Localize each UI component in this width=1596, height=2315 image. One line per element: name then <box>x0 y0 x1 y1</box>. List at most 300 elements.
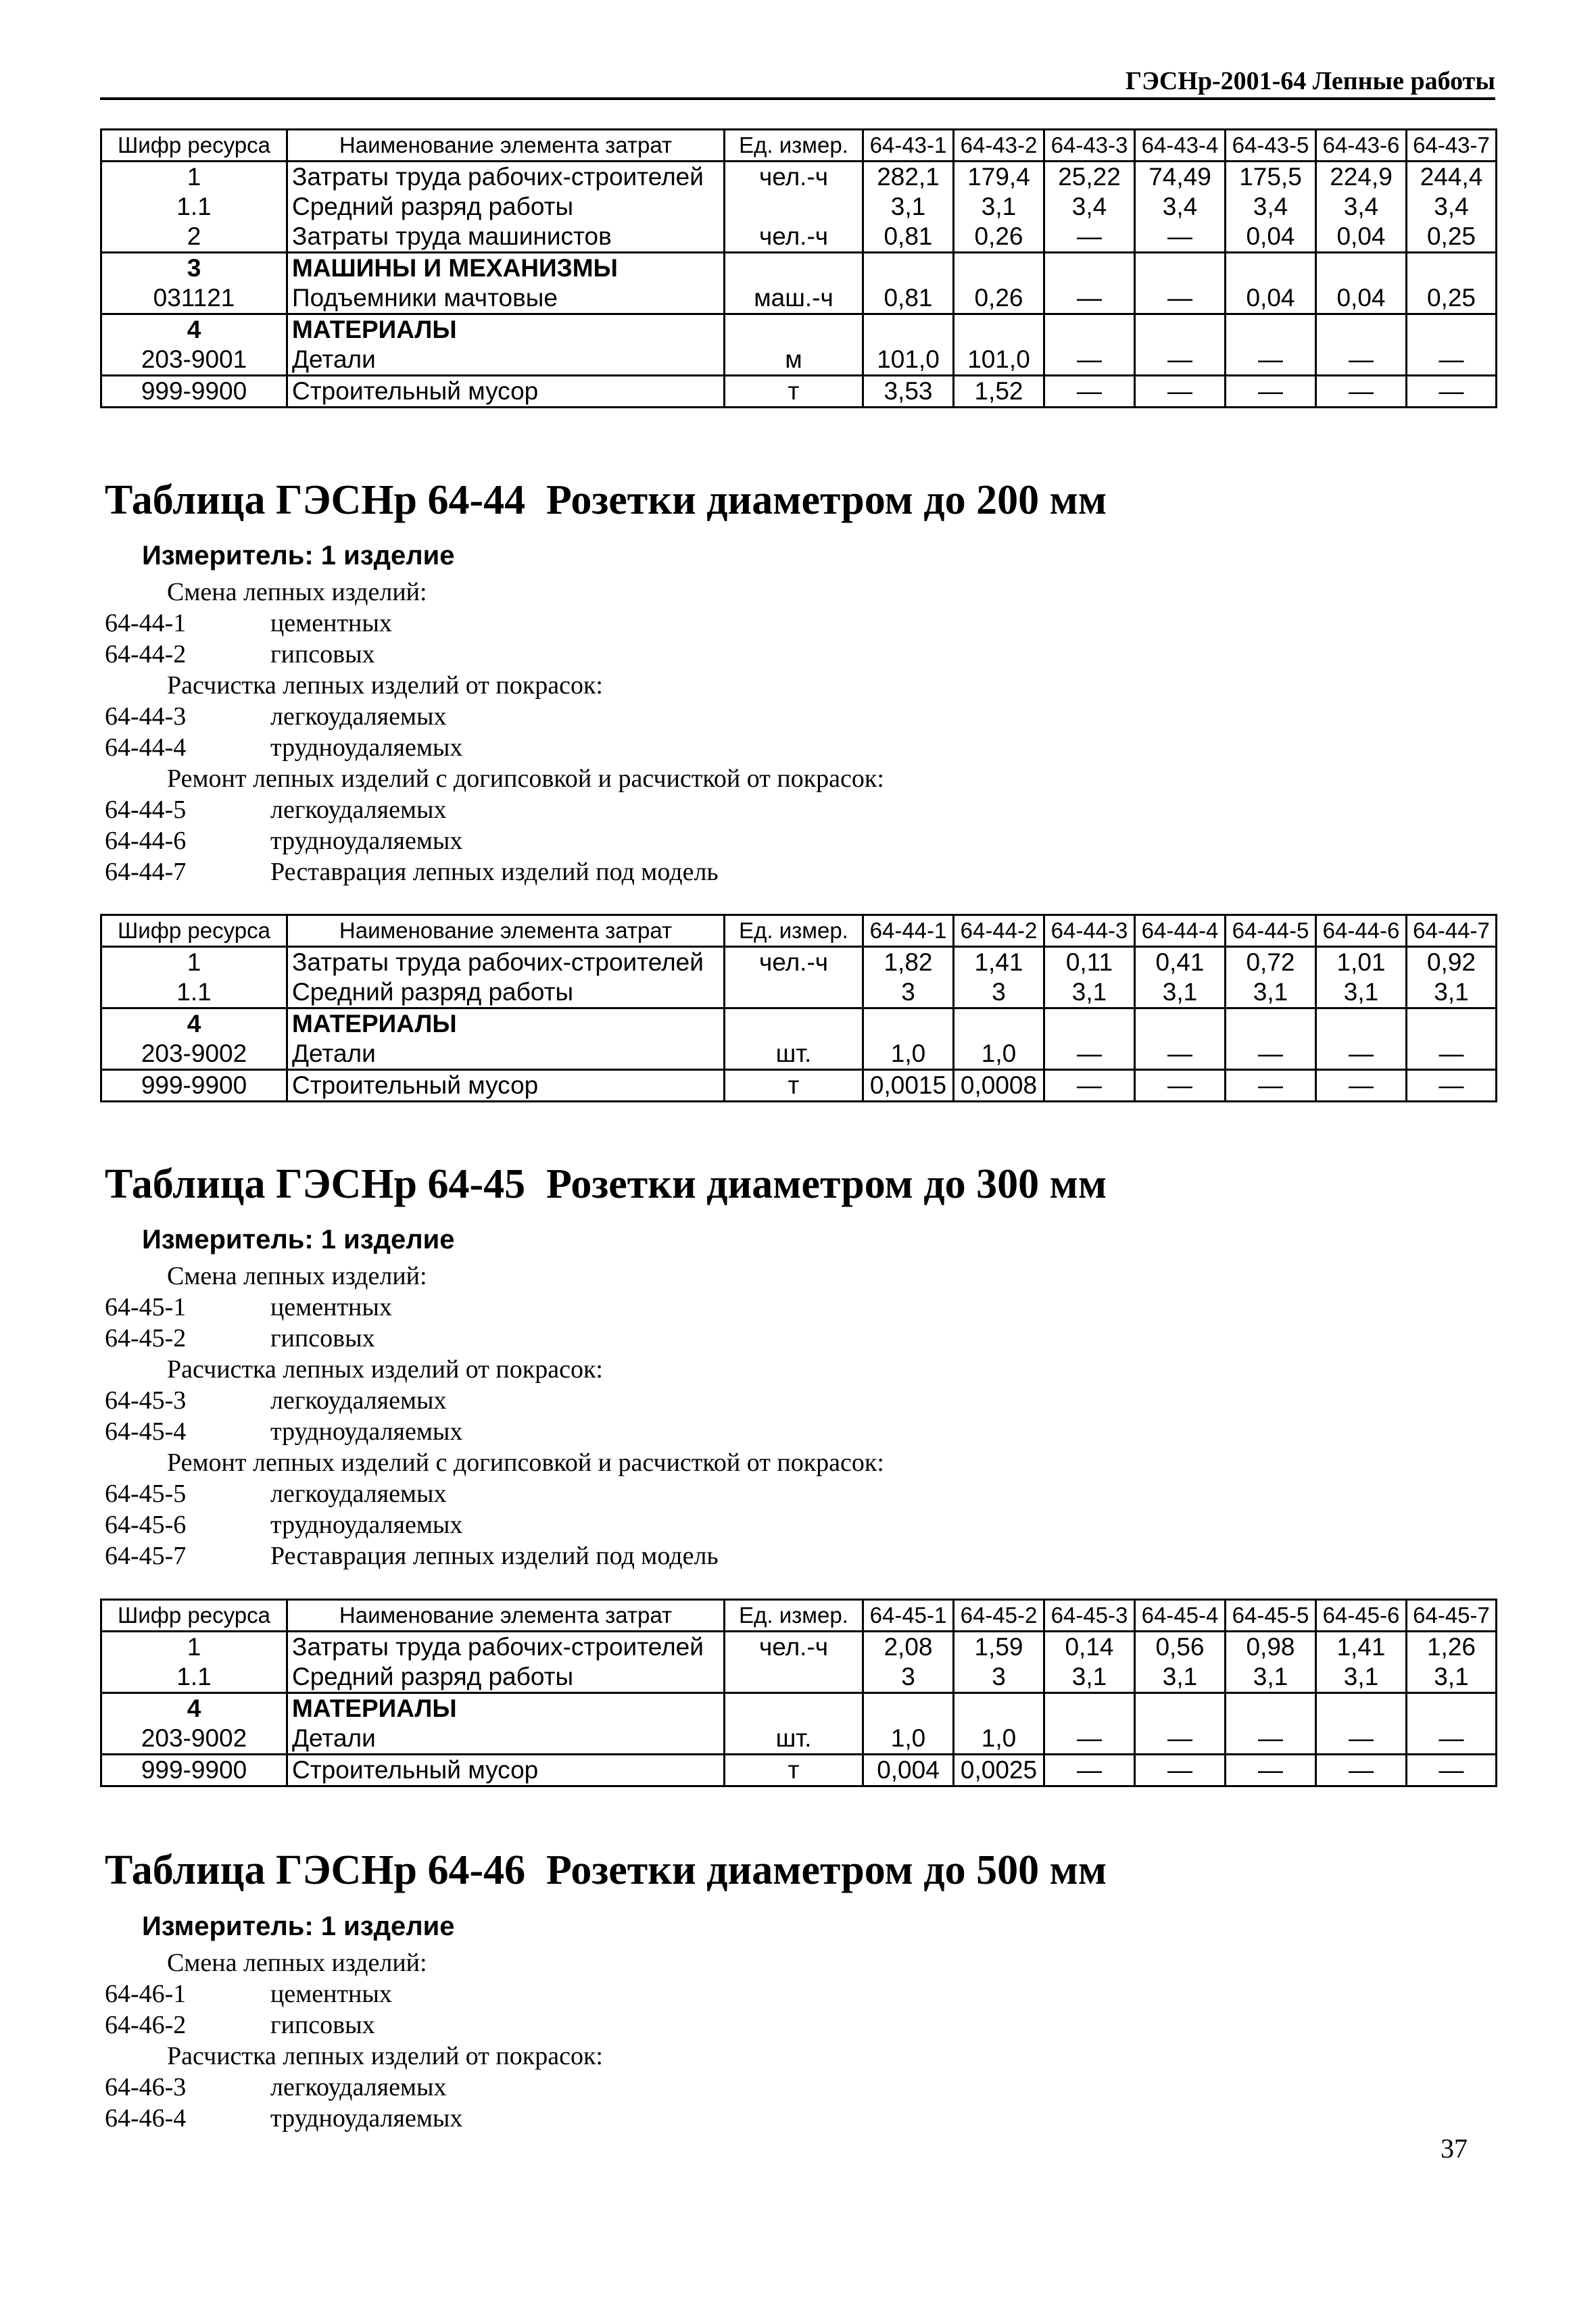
row-unit <box>725 253 863 284</box>
cell-value: — <box>1316 1070 1407 1102</box>
cell-value <box>1135 1008 1226 1040</box>
table-row <box>101 947 1497 978</box>
group-heading: Расчистка лепных изделий от покрасок: <box>167 2042 603 2070</box>
cell-value: 3,1 <box>1226 977 1316 1008</box>
row-name: Строительный мусор <box>287 1755 725 1786</box>
row-unit <box>725 1008 863 1040</box>
cell-value: — <box>1044 1755 1135 1786</box>
cell-value: 175,5 <box>1226 162 1316 193</box>
cell-value: 0,25 <box>1407 222 1497 253</box>
row-name: Строительный мусор <box>287 376 725 408</box>
item-text: цементных <box>270 1980 392 2008</box>
cell-value: 0,04 <box>1226 283 1316 314</box>
cell-value: — <box>1316 1724 1407 1755</box>
cell-value: 3,4 <box>1226 192 1316 222</box>
cell-value: 0,56 <box>1135 1632 1226 1663</box>
cell-value: 0,25 <box>1407 283 1497 314</box>
row-code: 031121 <box>101 283 287 314</box>
cell-value: 1,41 <box>1316 1632 1407 1663</box>
group-heading: Ремонт лепных изделий с догипсовкой и расчисткой от покрасок: <box>167 1448 884 1477</box>
col-name-header: Наименование элемента затрат <box>287 915 725 947</box>
row-unit <box>725 977 863 1008</box>
meter-label: Измеритель: 1 изделие <box>142 1225 455 1254</box>
cell-value: 224,9 <box>1316 162 1407 193</box>
cell-value: — <box>1044 376 1135 408</box>
cell-value <box>1044 1693 1135 1724</box>
header-title: ГЭСНр-2001-64 Лепные работы <box>1125 67 1495 95</box>
cell-value: — <box>1316 376 1407 408</box>
row-unit: шт. <box>725 1724 863 1755</box>
row-name: Затраты труда рабочих-строителей <box>287 162 725 193</box>
item-code: 64-45-7 <box>105 1542 187 1570</box>
col-header: 64-45-4 <box>1135 1600 1226 1632</box>
cell-value: 3,1 <box>1316 977 1407 1008</box>
cell-value <box>863 253 954 284</box>
cell-value: 3,1 <box>1044 1662 1135 1693</box>
col-header: 64-43-4 <box>1135 130 1226 162</box>
col-code-header: Шифр ресурса <box>101 130 287 162</box>
row-code: 1.1 <box>101 192 287 222</box>
section-title <box>105 477 1107 525</box>
cell-value <box>863 1693 954 1724</box>
meter-label: Измеритель: 1 изделие <box>142 541 455 570</box>
cell-value: 3 <box>863 1662 954 1693</box>
row-name: Строительный мусор <box>287 1070 725 1102</box>
item-text: легкоудаляемых <box>270 2073 447 2101</box>
row-unit: чел.-ч <box>725 1632 863 1663</box>
cell-value: 1,0 <box>954 1039 1044 1070</box>
row-name: МАТЕРИАЛЫ <box>287 1693 725 1724</box>
cell-value: — <box>1135 1724 1226 1755</box>
list-item <box>105 1416 884 1447</box>
item-code: 64-44-6 <box>105 827 187 855</box>
cell-value: 3 <box>954 1662 1044 1693</box>
table-row <box>101 162 1497 193</box>
meter-label: Измеритель: 1 изделие <box>142 1911 455 1941</box>
resource-table-64-44 <box>100 914 1497 1102</box>
cell-value: — <box>1226 376 1316 408</box>
item-code: 64-44-2 <box>105 640 187 668</box>
row-name: МАШИНЫ И МЕХАНИЗМЫ <box>287 253 725 284</box>
row-unit: т <box>725 376 863 408</box>
col-header: 64-44-1 <box>863 915 954 947</box>
cell-value: 3,4 <box>1135 192 1226 222</box>
row-unit: чел.-ч <box>725 947 863 978</box>
list-item <box>105 732 884 763</box>
row-code: 203-9001 <box>101 345 287 376</box>
cell-value: — <box>1135 1039 1226 1070</box>
table-title: Розетки диаметром до 500 мм <box>546 1847 1107 1893</box>
row-name: МАТЕРИАЛЫ <box>287 1008 725 1040</box>
work-description <box>105 1261 884 1571</box>
cell-value: 1,26 <box>1407 1632 1497 1663</box>
row-name: МАТЕРИАЛЫ <box>287 314 725 345</box>
cell-value: 101,0 <box>954 345 1044 376</box>
cell-value: — <box>1135 1070 1226 1102</box>
cell-value: 179,4 <box>954 162 1044 193</box>
cell-value: — <box>1316 345 1407 376</box>
item-code: 64-44-7 <box>105 858 187 886</box>
cell-value: 0,04 <box>1226 222 1316 253</box>
cell-value <box>1226 253 1316 284</box>
list-item <box>105 1540 884 1571</box>
item-code: 64-45-1 <box>105 1293 187 1321</box>
col-header: 64-44-5 <box>1226 915 1316 947</box>
table-row <box>101 222 1497 253</box>
row-unit <box>725 192 863 222</box>
row-name: Средний разряд работы <box>287 192 725 222</box>
row-unit: чел.-ч <box>725 222 863 253</box>
item-code: 64-45-4 <box>105 1417 187 1446</box>
item-code: 64-46-4 <box>105 2104 187 2133</box>
group-heading: Смена лепных изделий: <box>167 1949 427 1977</box>
cell-value: 244,4 <box>1407 162 1497 193</box>
cell-value <box>1135 253 1226 284</box>
table-title: Розетки диаметром до 200 мм <box>546 477 1107 523</box>
item-code: 64-45-3 <box>105 1386 187 1415</box>
cell-value <box>1407 314 1497 345</box>
cell-value: 3,4 <box>1044 192 1135 222</box>
cell-value: 1,82 <box>863 947 954 978</box>
row-unit: чел.-ч <box>725 162 863 193</box>
table-row <box>101 1632 1497 1663</box>
cell-value: — <box>1407 1070 1497 1102</box>
row-name: Затраты труда рабочих-строителей <box>287 947 725 978</box>
cell-value <box>1407 1008 1497 1040</box>
item-text: Реставрация лепных изделий под модель <box>270 858 719 886</box>
work-description <box>105 1947 603 2134</box>
cell-value: 0,04 <box>1316 283 1407 314</box>
row-unit: маш.-ч <box>725 283 863 314</box>
table-number: Таблица ГЭСНр 64-46 <box>105 1847 526 1893</box>
cell-value: — <box>1226 1070 1316 1102</box>
cell-value: 3,1 <box>954 192 1044 222</box>
list-item <box>105 1385 884 1416</box>
work-description <box>105 577 884 887</box>
cell-value: 0,26 <box>954 283 1044 314</box>
cell-value: — <box>1135 345 1226 376</box>
item-text: цементных <box>270 1293 392 1321</box>
cell-value: 0,81 <box>863 222 954 253</box>
table-title: Розетки диаметром до 300 мм <box>546 1161 1107 1207</box>
col-unit-header: Ед. измер. <box>725 130 863 162</box>
item-text: трудноудаляемых <box>270 1417 463 1446</box>
row-code: 203-9002 <box>101 1039 287 1070</box>
cell-value: — <box>1407 1755 1497 1786</box>
row-unit <box>725 1693 863 1724</box>
item-code: 64-45-5 <box>105 1480 187 1508</box>
page-number: 37 <box>1441 2133 1468 2164</box>
cell-value: 0,26 <box>954 222 1044 253</box>
cell-value: 0,11 <box>1044 947 1135 978</box>
cell-value: 0,14 <box>1044 1632 1135 1663</box>
col-header: 64-43-7 <box>1407 130 1497 162</box>
col-header: 64-43-3 <box>1044 130 1135 162</box>
item-text: легкоудаляемых <box>270 702 447 731</box>
cell-value: — <box>1407 376 1497 408</box>
cell-value: 3,1 <box>1316 1662 1407 1693</box>
item-text: легкоудаляемых <box>270 1386 447 1415</box>
item-code: 64-44-3 <box>105 702 187 731</box>
list-item <box>105 1323 884 1354</box>
cell-value: 3,1 <box>1226 1662 1316 1693</box>
table-row <box>101 1693 1497 1724</box>
cell-value: 1,0 <box>863 1724 954 1755</box>
row-code: 1.1 <box>101 977 287 1008</box>
table-number: Таблица ГЭСНр 64-45 <box>105 1161 526 1207</box>
cell-value: — <box>1316 1039 1407 1070</box>
cell-value: 3,53 <box>863 376 954 408</box>
row-name: Детали <box>287 1724 725 1755</box>
cell-value <box>1407 1693 1497 1724</box>
row-code: 1 <box>101 162 287 193</box>
group-heading: Расчистка лепных изделий от покрасок: <box>167 671 603 700</box>
list-item <box>105 2072 603 2103</box>
row-unit: м <box>725 345 863 376</box>
list-item <box>105 825 884 856</box>
item-text: гипсовых <box>270 1324 375 1353</box>
item-code: 64-44-4 <box>105 733 187 762</box>
cell-value <box>1316 1693 1407 1724</box>
col-header: 64-44-7 <box>1407 915 1497 947</box>
cell-value: — <box>1135 222 1226 253</box>
cell-value <box>1226 314 1316 345</box>
list-item <box>105 1478 884 1509</box>
row-code: 3 <box>101 253 287 284</box>
table-header-row <box>101 915 1497 947</box>
cell-value: 1,0 <box>954 1724 1044 1755</box>
cell-value: — <box>1044 1070 1135 1102</box>
item-code: 64-46-3 <box>105 2073 187 2101</box>
section-title <box>105 1847 1107 1895</box>
table-row <box>101 1008 1497 1040</box>
table-row <box>101 345 1497 376</box>
row-unit: т <box>725 1755 863 1786</box>
cell-value <box>1044 253 1135 284</box>
cell-value: 1,41 <box>954 947 1044 978</box>
cell-value: 0,0015 <box>863 1070 954 1102</box>
list-item <box>105 1292 884 1323</box>
col-header: 64-45-6 <box>1316 1600 1407 1632</box>
cell-value: 0,0025 <box>954 1755 1044 1786</box>
cell-value: 1,59 <box>954 1632 1044 1663</box>
col-header: 64-44-4 <box>1135 915 1226 947</box>
list-item <box>105 608 884 639</box>
table-row <box>101 1662 1497 1693</box>
cell-value: — <box>1407 345 1497 376</box>
table-header-row <box>101 130 1497 162</box>
col-code-header: Шифр ресурса <box>101 1600 287 1632</box>
col-header: 64-45-5 <box>1226 1600 1316 1632</box>
table-row <box>101 1755 1497 1786</box>
list-item <box>105 794 884 825</box>
cell-value <box>954 1693 1044 1724</box>
cell-value: 1,52 <box>954 376 1044 408</box>
resource-table-64-43 <box>100 128 1497 408</box>
cell-value: 3,1 <box>1407 977 1497 1008</box>
row-unit <box>725 1662 863 1693</box>
row-code: 4 <box>101 1008 287 1040</box>
cell-value: 0,72 <box>1226 947 1316 978</box>
row-code: 1 <box>101 1632 287 1663</box>
cell-value: 0,41 <box>1135 947 1226 978</box>
list-item <box>105 1509 884 1540</box>
item-text: трудноудаляемых <box>270 2104 463 2133</box>
row-name: Подъемники мачтовые <box>287 283 725 314</box>
cell-value: 3,1 <box>863 192 954 222</box>
table-header-row <box>101 1600 1497 1632</box>
item-text: гипсовых <box>270 2011 375 2039</box>
col-header: 64-45-3 <box>1044 1600 1135 1632</box>
cell-value: — <box>1226 1755 1316 1786</box>
cell-value <box>1316 1008 1407 1040</box>
row-code: 2 <box>101 222 287 253</box>
list-item <box>105 1978 603 2009</box>
cell-value <box>954 253 1044 284</box>
cell-value: 1,0 <box>863 1039 954 1070</box>
row-name: Затраты труда машинистов <box>287 222 725 253</box>
col-name-header: Наименование элемента затрат <box>287 130 725 162</box>
row-name: Средний разряд работы <box>287 1662 725 1693</box>
cell-value: — <box>1044 1724 1135 1755</box>
cell-value: 3,4 <box>1316 192 1407 222</box>
cell-value: — <box>1044 345 1135 376</box>
item-text: гипсовых <box>270 640 375 668</box>
row-unit: т <box>725 1070 863 1102</box>
col-header: 64-45-2 <box>954 1600 1044 1632</box>
col-header: 64-43-1 <box>863 130 954 162</box>
cell-value: — <box>1135 1755 1226 1786</box>
cell-value <box>1135 1693 1226 1724</box>
cell-value: 3,4 <box>1407 192 1497 222</box>
cell-value: — <box>1135 376 1226 408</box>
col-code-header: Шифр ресурса <box>101 915 287 947</box>
list-item <box>105 2009 603 2041</box>
cell-value: 282,1 <box>863 162 954 193</box>
row-code: 4 <box>101 1693 287 1724</box>
table-row <box>101 376 1497 408</box>
row-code: 999-9900 <box>101 1070 287 1102</box>
item-text: трудноудаляемых <box>270 1511 463 1539</box>
item-code: 64-46-2 <box>105 2011 187 2039</box>
list-item <box>105 701 884 732</box>
table-row <box>101 314 1497 345</box>
cell-value: 25,22 <box>1044 162 1135 193</box>
cell-value: 0,81 <box>863 283 954 314</box>
col-header: 64-44-3 <box>1044 915 1135 947</box>
item-code: 64-44-1 <box>105 609 187 637</box>
col-header: 64-44-6 <box>1316 915 1407 947</box>
item-code: 64-44-5 <box>105 796 187 824</box>
item-code: 64-46-1 <box>105 1980 187 2008</box>
col-header: 64-43-6 <box>1316 130 1407 162</box>
group-heading: Расчистка лепных изделий от покрасок: <box>167 1355 603 1384</box>
group-heading: Ремонт лепных изделий с догипсовкой и расчисткой от покрасок: <box>167 764 884 793</box>
col-unit-header: Ед. измер. <box>725 915 863 947</box>
cell-value <box>954 1008 1044 1040</box>
cell-value: 74,49 <box>1135 162 1226 193</box>
item-text: трудноудаляемых <box>270 733 463 762</box>
cell-value: 3 <box>954 977 1044 1008</box>
row-name: Детали <box>287 1039 725 1070</box>
table-row <box>101 253 1497 284</box>
cell-value: 0,92 <box>1407 947 1497 978</box>
col-header: 64-43-5 <box>1226 130 1316 162</box>
row-code: 1.1 <box>101 1662 287 1693</box>
item-text: легкоудаляемых <box>270 796 447 824</box>
cell-value: — <box>1135 283 1226 314</box>
cell-value: 1,01 <box>1316 947 1407 978</box>
row-code: 999-9900 <box>101 1755 287 1786</box>
group-heading: Смена лепных изделий: <box>167 1262 427 1290</box>
cell-value <box>1044 314 1135 345</box>
section-title <box>105 1161 1107 1209</box>
table-row <box>101 1724 1497 1755</box>
row-code: 4 <box>101 314 287 345</box>
item-text: цементных <box>270 609 392 637</box>
cell-value <box>1226 1693 1316 1724</box>
cell-value <box>1226 1008 1316 1040</box>
cell-value <box>863 1008 954 1040</box>
cell-value: 0,0008 <box>954 1070 1044 1102</box>
col-name-header: Наименование элемента затрат <box>287 1600 725 1632</box>
cell-value: 0,04 <box>1316 222 1407 253</box>
cell-value <box>1135 314 1226 345</box>
cell-value <box>1316 253 1407 284</box>
page-header <box>100 66 1495 100</box>
row-unit <box>725 314 863 345</box>
table-row <box>101 283 1497 314</box>
col-header: 64-44-2 <box>954 915 1044 947</box>
col-header: 64-43-2 <box>954 130 1044 162</box>
cell-value: 101,0 <box>863 345 954 376</box>
cell-value: 3,1 <box>1407 1662 1497 1693</box>
cell-value <box>954 314 1044 345</box>
cell-value: — <box>1407 1039 1497 1070</box>
table-number: Таблица ГЭСНр 64-44 <box>105 477 526 523</box>
item-text: трудноудаляемых <box>270 827 463 855</box>
row-name: Детали <box>287 345 725 376</box>
cell-value: — <box>1044 1039 1135 1070</box>
table-row <box>101 1039 1497 1070</box>
row-name: Средний разряд работы <box>287 977 725 1008</box>
cell-value: 2,08 <box>863 1632 954 1663</box>
group-heading: Смена лепных изделий: <box>167 578 427 606</box>
table-row <box>101 192 1497 222</box>
cell-value <box>1316 314 1407 345</box>
item-code: 64-45-6 <box>105 1511 187 1539</box>
col-header: 64-45-1 <box>863 1600 954 1632</box>
col-unit-header: Ед. измер. <box>725 1600 863 1632</box>
cell-value: — <box>1044 283 1135 314</box>
resource-table-64-45 <box>100 1599 1497 1787</box>
row-unit: шт. <box>725 1039 863 1070</box>
list-item <box>105 639 884 670</box>
cell-value: 3,1 <box>1135 1662 1226 1693</box>
list-item <box>105 856 884 887</box>
row-name: Затраты труда рабочих-строителей <box>287 1632 725 1663</box>
cell-value: 0,98 <box>1226 1632 1316 1663</box>
row-code: 203-9002 <box>101 1724 287 1755</box>
cell-value: — <box>1407 1724 1497 1755</box>
cell-value: — <box>1226 1724 1316 1755</box>
cell-value: 0,004 <box>863 1755 954 1786</box>
row-code: 999-9900 <box>101 376 287 408</box>
cell-value <box>1044 1008 1135 1040</box>
list-item <box>105 2103 603 2134</box>
row-code: 1 <box>101 947 287 978</box>
item-text: легкоудаляемых <box>270 1480 447 1508</box>
